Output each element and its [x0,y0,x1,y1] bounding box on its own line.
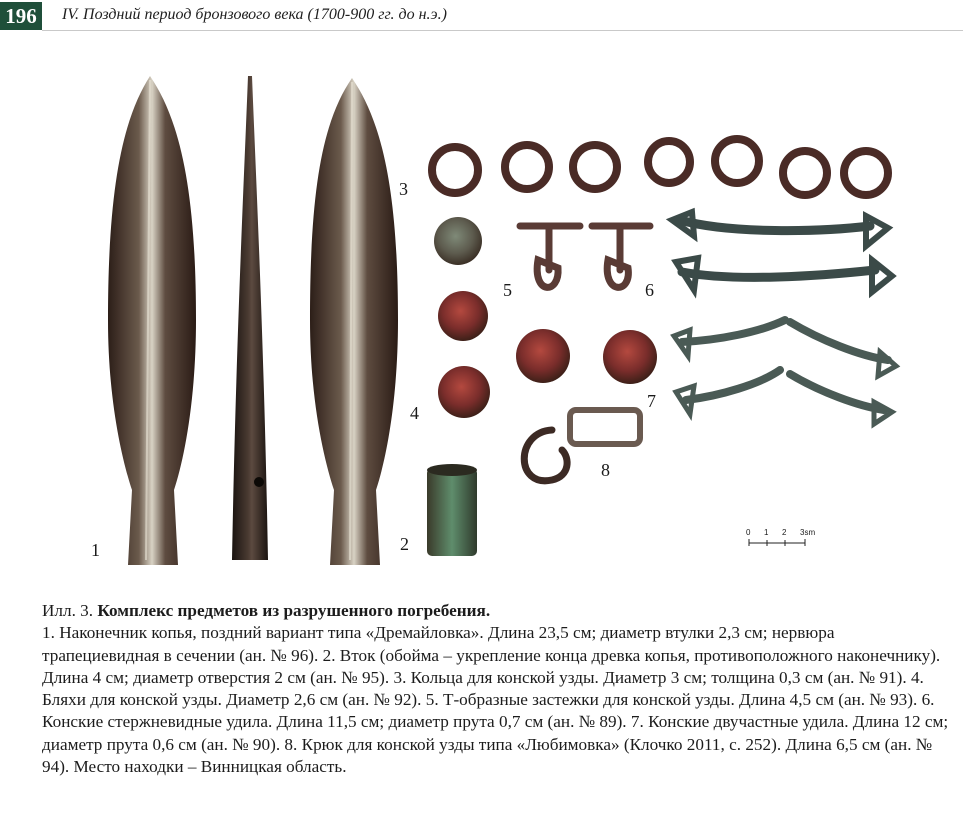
rod-bits [672,212,892,292]
caption-heading [42,600,952,622]
item-number: 3 [399,179,408,199]
caption-body: 1. Наконечник копья, поздний вариант типа «Дремайловка». Длина 23,5 см; диаметр втулки 2,3 см; нервюра трапециевидная в сечении (ан. № 96). 2. Вток (обойма – укрепление конца древка копья, противоположного наконечнику). Длина 4 см; диаметр отверстия 2 см (ан. № 95). 3. Кольца для конской узды. Диаметр 3 см; толщина 0,3 см (ан. № 91). 4. Бляхи для конской узды. Диаметр 2,6 см (ан. № 92). 5. Т-образные застежки для конской узды. Длина 4,5 см (ан. № 93). 6. Конские стержневидные удила. Длина 11,5 см; диаметр прута 0,7 см (ан. № 89). 7. Конские двучастные удила. Длина 12 см; диаметр прута 0,6 см (ан. № 90). 8. Крюк для конской узды типа «Любимовка» (Клочко 2011, с. 252). Длина 6,5 см (ан. № 94). Место находки – Винницкая область. [42,623,949,777]
artifact-photo [0,40,963,600]
item-number: 7 [647,391,656,411]
scale-ruler [745,538,815,548]
scale-tick: 0 [746,528,751,537]
running-head: IV. Поздний период бронзового века (1700-900 гг. до н.э.) [62,6,447,23]
page-header [0,0,963,34]
scale-tick: 3sm [800,528,816,537]
header-rule [42,30,963,31]
caption-title: Комплекс предметов из разрушенного погребения. [97,601,491,620]
spearhead-side [232,76,268,560]
item-number: 4 [410,403,419,423]
item-number: 6 [645,280,654,300]
scale-bar [745,528,815,550]
rings [432,139,888,195]
t-clasps [520,226,650,287]
item-number: 2 [400,534,409,554]
spearhead-back [310,78,398,565]
item-number: 1 [91,540,100,560]
jointed-bits [674,320,896,424]
scale-tick: 2 [782,528,787,537]
spearhead-front [108,76,196,565]
ferrule [427,464,477,556]
figure-caption [42,600,952,778]
item-number: 8 [601,460,610,480]
caption-label: Илл. 3. [42,601,94,620]
page-number: 196 [0,2,42,30]
artifact-plate [0,40,963,600]
scale-tick: 1 [764,528,769,537]
bridle-hook [524,410,640,481]
item-number: 5 [503,280,512,300]
